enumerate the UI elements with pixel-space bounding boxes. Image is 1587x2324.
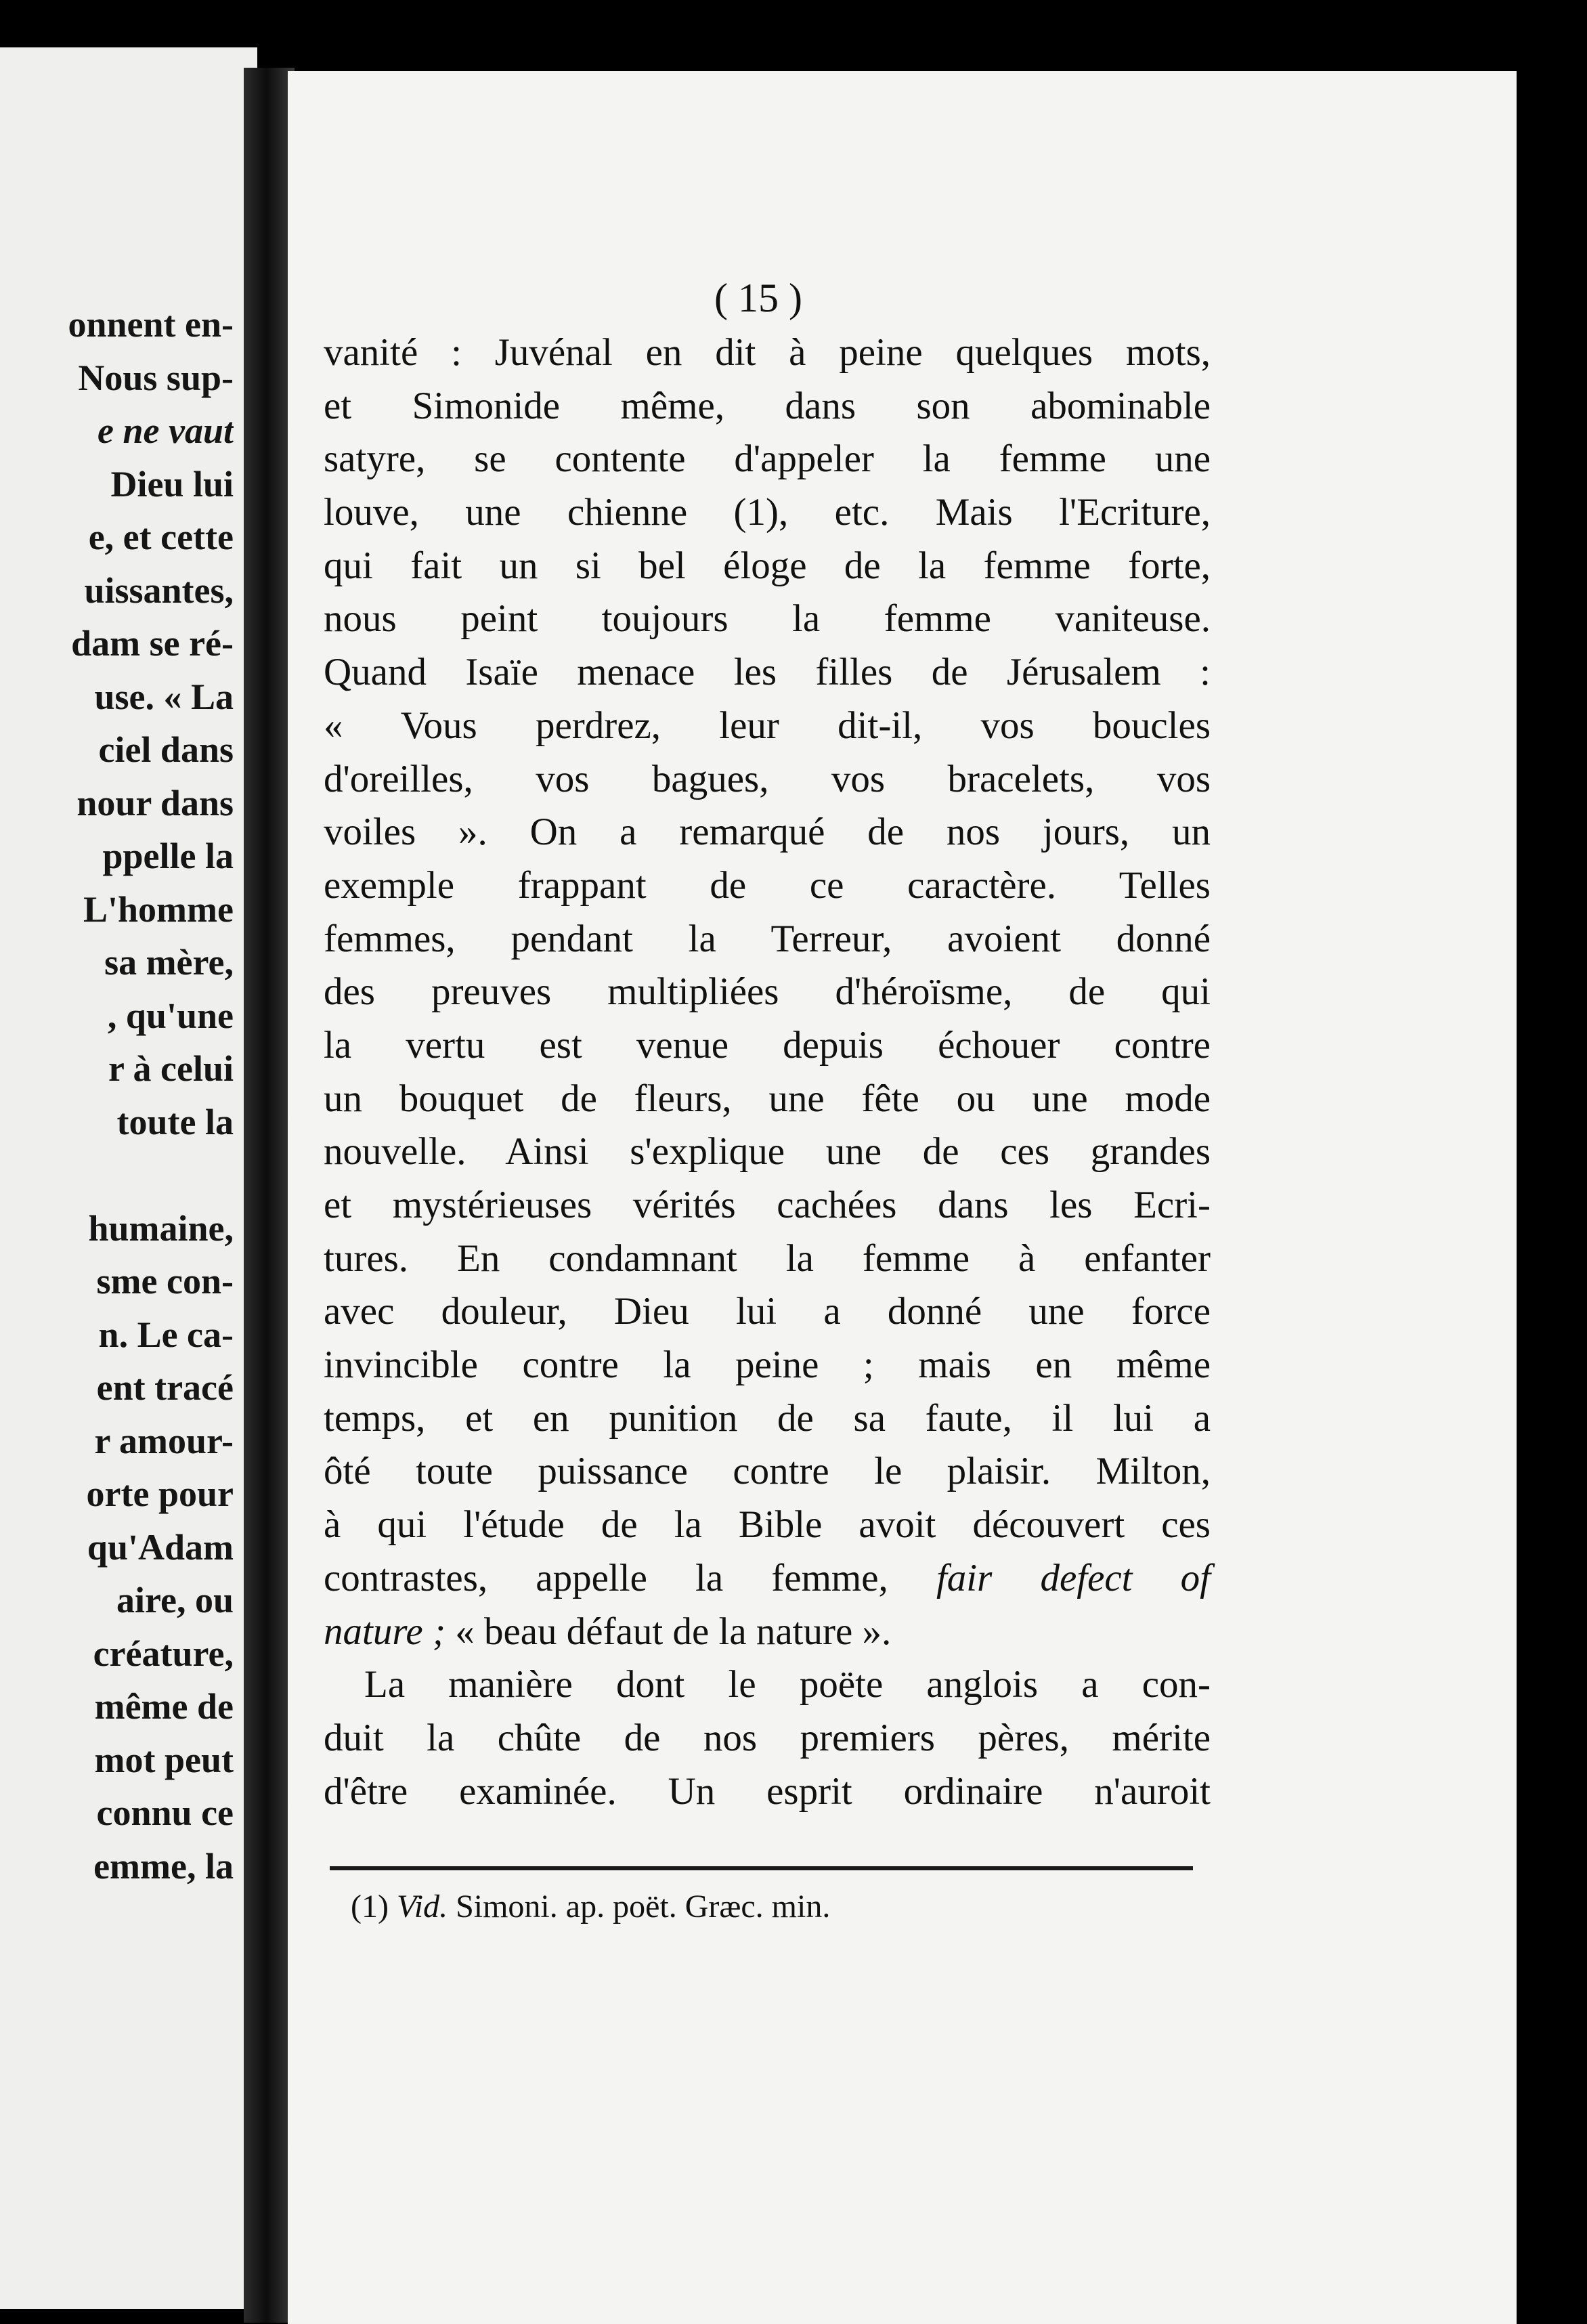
text-line: satyre, se contente d'appeler la femme une (324, 437, 1211, 481)
italic-phrase: nature ; (324, 1610, 445, 1653)
facing-page-line: n. Le ca- (98, 1314, 234, 1355)
text-line: avec douleur, Dieu lui a donné une force (324, 1290, 1211, 1333)
footnote-text: Simoni. ap. poët. Græc. min. (456, 1889, 831, 1924)
italic-phrase: fair defect of (936, 1556, 1211, 1599)
text-line: tures. En condamnant la femme à enfanter (324, 1236, 1211, 1280)
text-line: vanité : Juvénal en dit à peine quelques mots, (324, 331, 1211, 374)
facing-page-line: créature, (93, 1633, 234, 1674)
facing-page-line: ciel dans (98, 729, 234, 770)
footnote (351, 1882, 1163, 1931)
facing-page-line: orte pour (86, 1473, 234, 1514)
facing-page-line: sme con- (96, 1261, 234, 1301)
facing-page-line: uissantes, (84, 569, 234, 611)
text-line: nous peint toujours la femme vaniteuse. (324, 597, 1211, 641)
facing-page-line (0, 1148, 234, 1202)
text-line: qui fait un si bel éloge de la femme forte, (324, 544, 1211, 587)
facing-page-text (0, 298, 234, 1893)
facing-page-line: , qu'une (107, 995, 234, 1036)
facing-page-line: use. « La (94, 676, 234, 717)
book-gutter (244, 68, 295, 2323)
text-segment: « beau défaut de la nature ». (455, 1610, 892, 1653)
facing-page-line: mot peut (94, 1739, 234, 1780)
facing-page-line: emme, la (93, 1845, 234, 1887)
text-line: exemple frappant de ce caractère. Telles (324, 863, 1211, 907)
facing-page-line: ppelle la (102, 836, 234, 876)
text-line: voiles ». On a remarqué de nos jours, un (324, 811, 1211, 854)
body-text (324, 326, 1211, 1818)
footnote-rule (330, 1866, 1193, 1870)
text-line: d'être examinée. Un esprit ordinaire n'auroit (324, 1769, 1211, 1813)
facing-page-line: dam se ré- (71, 623, 234, 664)
facing-page-line: r amour- (94, 1420, 234, 1461)
text-line: duit la chûte de nos premiers pères, mérite (324, 1716, 1211, 1759)
facing-page-line: connu ce (96, 1792, 234, 1833)
text-line: temps, et en punition de sa faute, il lui a (324, 1396, 1211, 1440)
facing-page-line: ent tracé (96, 1367, 234, 1408)
text-line: « Vous perdrez, leur dit-il, vos boucles (324, 704, 1211, 747)
facing-page-line: nour dans (77, 782, 234, 823)
text-segment: contrastes, appelle la femme, (324, 1556, 888, 1599)
facing-page-line: qu'Adam (87, 1526, 234, 1568)
facing-page-line: e, et cette (88, 517, 234, 557)
text-line: louve, une chienne (1), etc. Mais l'Ecriture, (324, 491, 1211, 534)
facing-page-line: humaine, (88, 1207, 234, 1249)
page-number: ( 15 ) (714, 276, 802, 320)
footnote-marker: (1) (351, 1889, 389, 1924)
facing-page-line: L'homme (83, 888, 234, 930)
text-line-with-italic (324, 1606, 1211, 1659)
facing-page-line: onnent en- (68, 304, 234, 345)
text-line-with-italic (324, 1552, 1211, 1606)
facing-page-left (0, 47, 257, 2309)
text-line: ôté toute puissance contre le plaisir. Milton, (324, 1450, 1211, 1493)
facing-page-line: aire, ou (116, 1580, 234, 1620)
facing-page-line: r à celui (108, 1048, 234, 1089)
text-line: La manière dont le poëte anglois a con- (364, 1663, 1211, 1706)
text-line: la vertu est venue depuis échouer contre (324, 1023, 1211, 1067)
text-line: et mystérieuses vérités cachées dans les Ecri- (324, 1184, 1211, 1226)
text-line: nouvelle. Ainsi s'explique une de ces grandes (324, 1130, 1211, 1174)
facing-page-line: sa mère, (104, 942, 234, 983)
footnote-vid: Vid. (396, 1889, 448, 1924)
facing-page-line: même de (94, 1686, 234, 1727)
text-line: femmes, pendant la Terreur, avoient donné (324, 917, 1211, 960)
facing-page-line: e ne vaut (97, 410, 234, 451)
text-line: et Simonide même, dans son abominable (324, 384, 1211, 427)
facing-page-line: Dieu lui (110, 463, 234, 504)
text-line: à qui l'étude de la Bible avoit découvert ces (324, 1503, 1211, 1547)
facing-page-line: Nous sup- (78, 357, 234, 398)
text-line: invincible contre la peine ; mais en même (324, 1343, 1211, 1387)
text-line: des preuves multipliées d'héroïsme, de qui (324, 970, 1211, 1014)
text-line: d'oreilles, vos bagues, vos bracelets, vos (324, 757, 1211, 800)
text-line: Quand Isaïe menace les filles de Jérusalem : (324, 651, 1211, 694)
text-line: un bouquet de fleurs, une fête ou une mode (324, 1077, 1211, 1120)
facing-page-line: toute la (116, 1101, 234, 1142)
